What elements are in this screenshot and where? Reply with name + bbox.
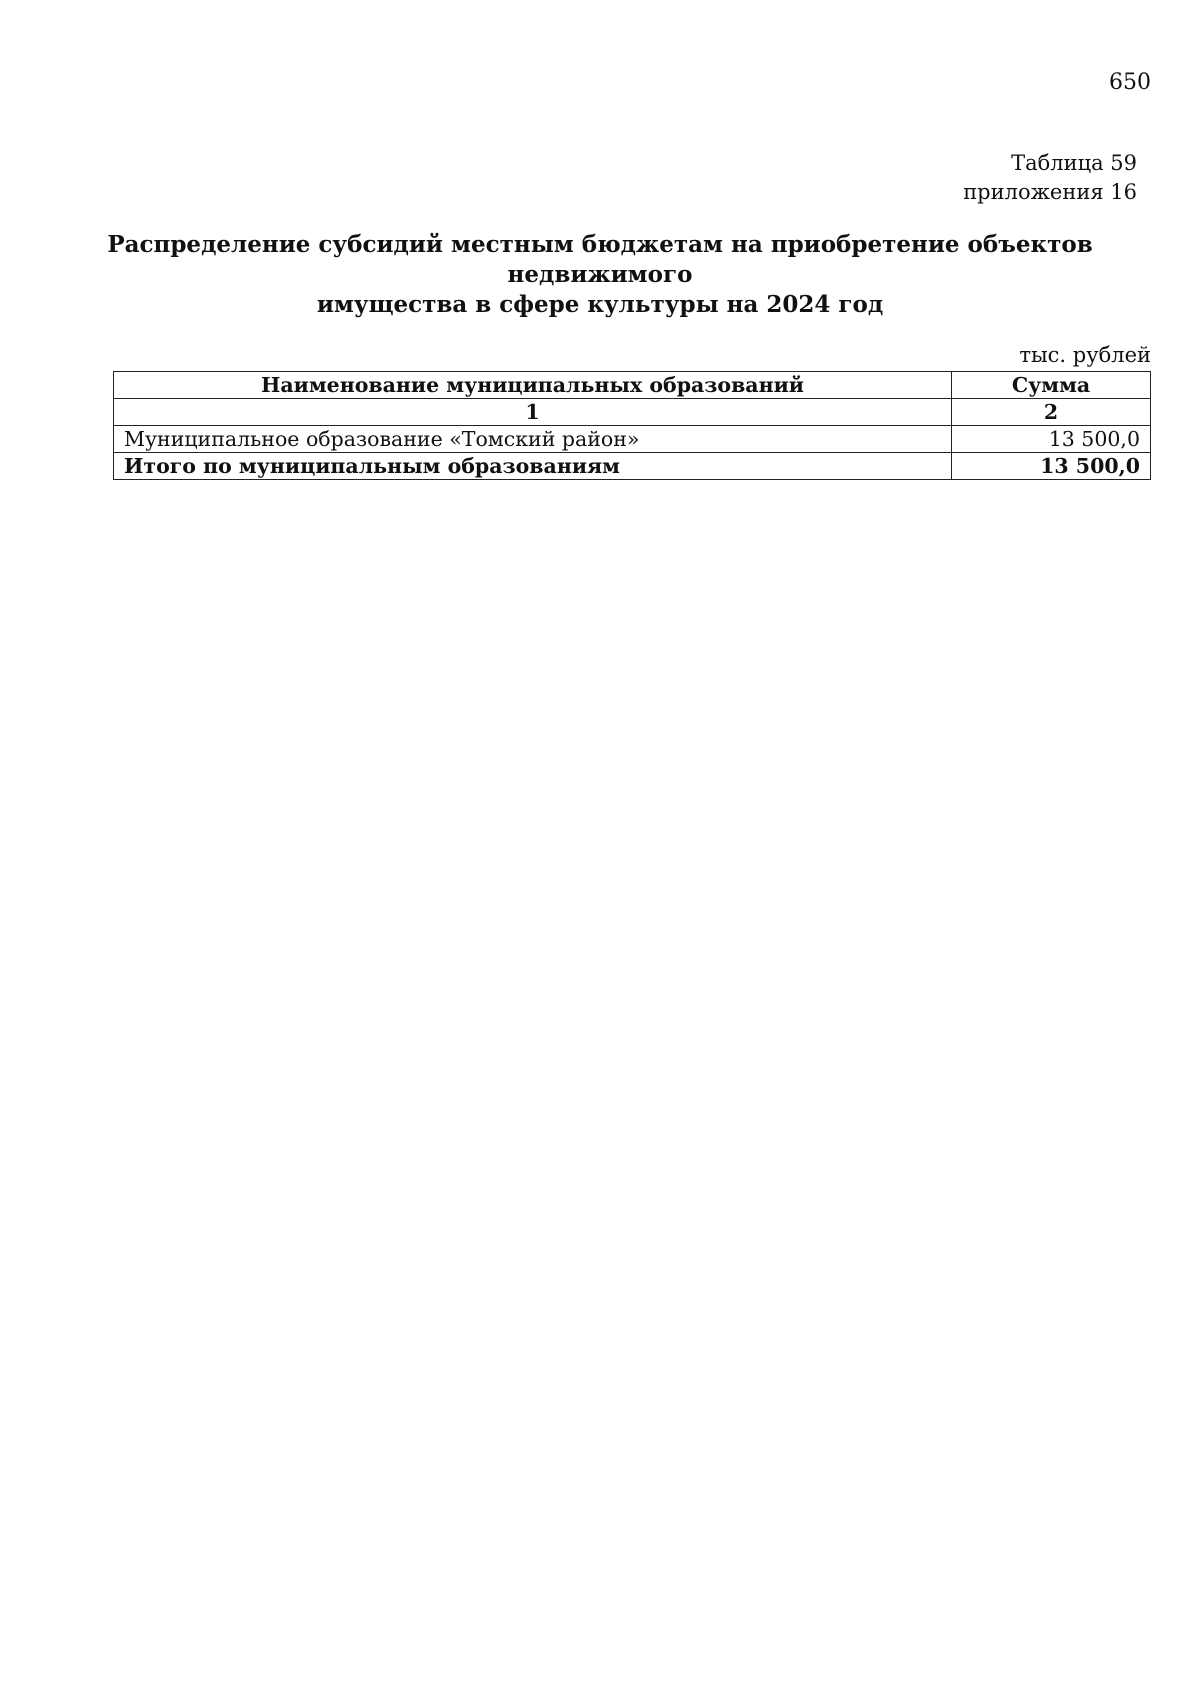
- page-number: 650: [1109, 70, 1151, 95]
- table-reference: [963, 149, 1137, 207]
- municipality-name-cell: Муниципальное образование «Томский район»: [114, 426, 952, 453]
- document-title: [100, 230, 1100, 320]
- total-amount-cell: 13 500,0: [952, 453, 1151, 480]
- total-label-cell: Итого по муниципальным образованиям: [114, 453, 952, 480]
- header-name-cell: Наименование муниципальных образований: [114, 372, 952, 399]
- document-title-line-1: Распределение субсидий местным бюджетам на приобретение объектов недвижимого: [107, 231, 1093, 288]
- column-number-1: 1: [114, 399, 952, 426]
- document-title-line-2: имущества в сфере культуры на 2024 год: [316, 291, 884, 318]
- column-number-row: [114, 399, 1151, 426]
- total-row: [114, 453, 1151, 480]
- table-header-row: [114, 372, 1151, 399]
- units-label: тыс. рублей: [1019, 343, 1151, 367]
- table-reference-line-1: Таблица 59: [1011, 151, 1137, 175]
- amount-cell: 13 500,0: [952, 426, 1151, 453]
- header-amount-cell: Сумма: [952, 372, 1151, 399]
- budget-table: [113, 371, 1151, 480]
- table-row: [114, 426, 1151, 453]
- column-number-2: 2: [952, 399, 1151, 426]
- table-reference-line-2: приложения 16: [963, 180, 1137, 204]
